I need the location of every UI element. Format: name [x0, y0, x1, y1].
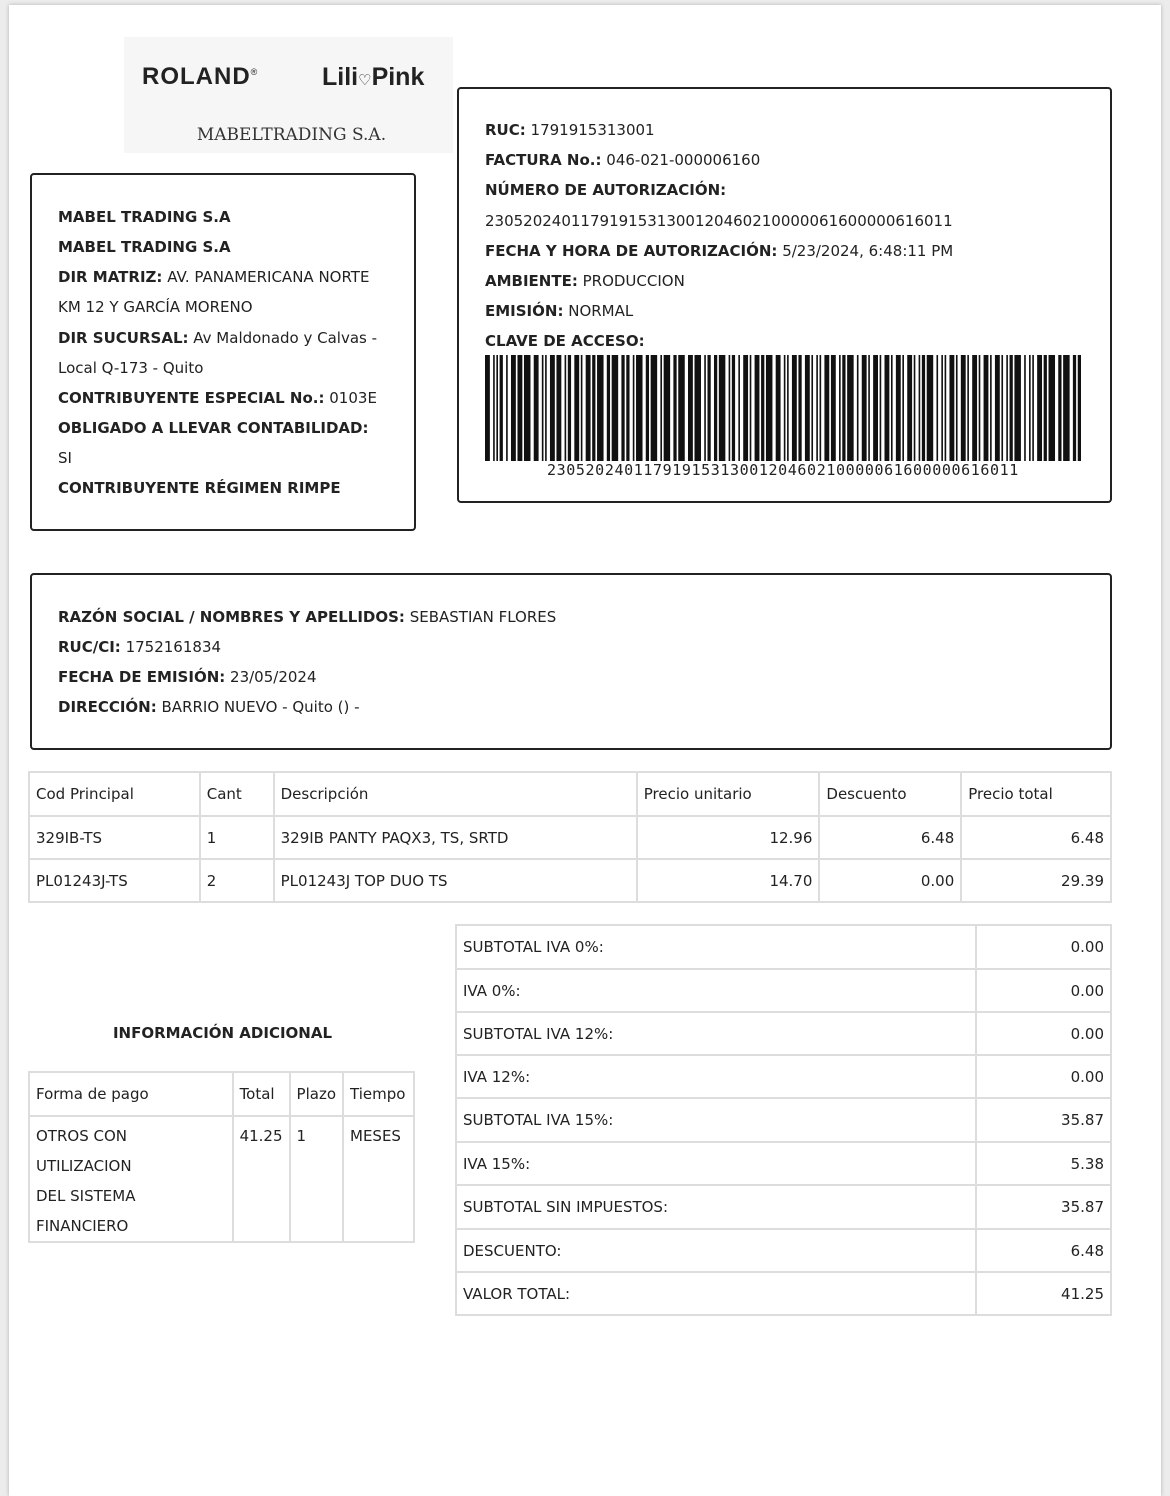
- barcode-bar: [1049, 355, 1056, 461]
- barcode-bar: [556, 355, 561, 461]
- barcode-bar: [766, 355, 773, 461]
- forma-pago-line-2: DEL SISTEMA: [36, 1187, 136, 1205]
- header-descuento: Descuento: [819, 772, 961, 816]
- total-value: 6.48: [976, 1229, 1111, 1272]
- items-table: [28, 771, 1112, 903]
- item-descuento: 0.00: [819, 859, 961, 902]
- barcode-bar: [990, 355, 992, 461]
- item-descuento: 6.48: [819, 816, 961, 859]
- issuer-box: [30, 173, 416, 531]
- item-precio-unitario: 14.70: [637, 859, 820, 902]
- emision: EMISIÓN: NORMAL: [485, 302, 634, 320]
- ambiente: AMBIENTE: PRODUCCION: [485, 272, 685, 290]
- item-precio-unitario: 12.96: [637, 816, 820, 859]
- barcode-number: 2305202401179191531300120460210000061600000616011: [547, 461, 1019, 479]
- barcode-bar: [831, 355, 836, 461]
- barcode-bar: [550, 355, 555, 461]
- barcode-bar: [811, 355, 813, 461]
- obligado-value: SI: [58, 449, 72, 467]
- pink-text: Pink: [371, 63, 425, 91]
- dir-sucursal-2: Local Q-173 - Quito: [58, 359, 204, 377]
- barcode-bar: [941, 355, 943, 461]
- totals-table: [455, 924, 1112, 1316]
- barcode-bar: [542, 355, 544, 461]
- total-value: 0.00: [976, 1012, 1111, 1055]
- factura-number: FACTURA No.: 046-021-000006160: [485, 151, 761, 169]
- barcode-bar: [1073, 355, 1076, 461]
- total-value: 0.00: [976, 925, 1111, 969]
- barcode-bar: [738, 355, 740, 461]
- total-value: 5.38: [976, 1142, 1111, 1185]
- barcode-bar: [545, 355, 547, 461]
- barcode-bar: [1063, 355, 1070, 461]
- total-label: VALOR TOTAL:: [456, 1272, 976, 1315]
- barcode-bar: [857, 355, 859, 461]
- barcode-bar: [927, 355, 934, 461]
- barcode-bar: [1032, 355, 1034, 461]
- barcode-bar: [646, 355, 649, 461]
- barcode-bar: [707, 355, 710, 461]
- table-row: [29, 816, 1111, 859]
- barcode-bar: [493, 355, 495, 461]
- barcode-bar: [586, 355, 591, 461]
- total-row-valor-total: [456, 1272, 1111, 1315]
- info-adicional-title: INFORMACIÓN ADICIONAL: [112, 1024, 333, 1042]
- barcode-bar: [798, 355, 801, 461]
- barcode-bar: [719, 355, 726, 461]
- barcode-bar: [651, 355, 658, 461]
- total-label: IVA 12%:: [456, 1055, 976, 1098]
- total-row-iva-15: [456, 1142, 1111, 1185]
- item-precio-total: 29.39: [961, 859, 1111, 902]
- barcode-bar: [956, 355, 958, 461]
- barcode-bar: [626, 355, 629, 461]
- barcode-bar: [597, 355, 604, 461]
- barcode-bar: [972, 355, 977, 461]
- fecha-emision: FECHA DE EMISIÓN: 23/05/2024: [58, 668, 317, 686]
- item-cant: 1: [200, 816, 274, 859]
- lilipink-logo: [322, 63, 424, 92]
- barcode-bar: [907, 355, 912, 461]
- pago-plazo: 1: [290, 1116, 343, 1242]
- total-label: SUBTOTAL IVA 15%:: [456, 1098, 976, 1142]
- barcode-bar: [1058, 355, 1061, 461]
- barcode-bar: [729, 355, 731, 461]
- barcode-bar: [517, 355, 522, 461]
- table-row: [29, 1116, 414, 1242]
- direccion: DIRECCIÓN: BARRIO NUEVO - Quito () -: [58, 698, 360, 716]
- total-label: IVA 0%:: [456, 969, 976, 1012]
- barcode-bar: [945, 355, 947, 461]
- barcode-bar: [511, 355, 516, 461]
- heart-icon: ♡: [358, 72, 372, 89]
- barcode-bar: [660, 355, 662, 461]
- barcode-bar: [581, 355, 583, 461]
- dir-matriz-2: KM 12 Y GARCÍA MORENO: [58, 298, 253, 316]
- barcode-bar: [880, 355, 882, 461]
- barcode-bar: [792, 355, 797, 461]
- total-row-subtotal-sin-impuestos: [456, 1185, 1111, 1229]
- barcode-bar: [636, 355, 643, 461]
- fecha-autorizacion: FECHA Y HORA DE AUTORIZACIÓN: 5/23/2024, 6:48:11 PM: [485, 242, 954, 260]
- barcode-bar: [1014, 355, 1021, 461]
- barcode-bar: [1037, 355, 1042, 461]
- pago-total: 41.25: [233, 1116, 290, 1242]
- lili-text: Lili: [322, 63, 359, 91]
- obligado-contabilidad: OBLIGADO A LLEVAR CONTABILIDAD:: [58, 419, 369, 437]
- roland-logo: [142, 63, 258, 91]
- barcode-bar: [824, 355, 829, 461]
- barcode-bar: [805, 355, 810, 461]
- total-value: 35.87: [976, 1185, 1111, 1229]
- total-row-iva-12: [456, 1055, 1111, 1098]
- barcode-bar: [891, 355, 893, 461]
- barcode-bar: [506, 355, 508, 461]
- barcode-bar: [862, 355, 867, 461]
- barcode-icon: [485, 355, 1081, 461]
- barcode-bar: [732, 355, 735, 461]
- barcode-bar: [847, 355, 854, 461]
- barcode-bar: [967, 355, 969, 461]
- item-descripcion: 329IB PANTY PAQX3, TS, SRTD: [274, 816, 637, 859]
- barcode-bar: [565, 355, 567, 461]
- barcode-bar: [839, 355, 841, 461]
- barcode-bar: [688, 355, 693, 461]
- payment-table: [28, 1071, 415, 1243]
- barcode-bar: [820, 355, 822, 461]
- header-total: Total: [233, 1072, 290, 1116]
- registered-mark: ®: [250, 67, 259, 77]
- total-value: 41.25: [976, 1272, 1111, 1315]
- header-cod: Cod Principal: [29, 772, 200, 816]
- barcode-bar: [1078, 355, 1081, 461]
- barcode-bar: [919, 355, 921, 461]
- total-row-subtotal-iva-0: [456, 925, 1111, 969]
- barcode-bar: [524, 355, 531, 461]
- barcode-bar: [914, 355, 916, 461]
- barcode-bar: [1024, 355, 1026, 461]
- barcode-bar: [678, 355, 685, 461]
- contribuyente-especial: CONTRIBUYENTE ESPECIAL No.: 0103E: [58, 389, 377, 407]
- razon-social: RAZÓN SOCIAL / NOMBRES Y APELLIDOS: SEBASTIAN FLORES: [58, 608, 557, 626]
- rimpe-label: CONTRIBUYENTE RÉGIMEN RIMPE: [58, 479, 341, 497]
- barcode-bar: [714, 355, 717, 461]
- total-label: SUBTOTAL IVA 12%:: [456, 1012, 976, 1055]
- autorizacion-label: NÚMERO DE AUTORIZACIÓN:: [485, 181, 727, 199]
- barcode-bar: [612, 355, 619, 461]
- item-descripcion: PL01243J TOP DUO TS: [274, 859, 637, 902]
- ruc-ci: RUC/CI: 1752161834: [58, 638, 222, 656]
- barcode-bar: [816, 355, 818, 461]
- header-forma-pago: Forma de pago: [29, 1072, 233, 1116]
- header-cant: Cant: [200, 772, 274, 816]
- barcode-bar: [621, 355, 624, 461]
- barcode-bar: [755, 355, 760, 461]
- forma-pago-line-3: FINANCIERO: [36, 1217, 129, 1235]
- barcode-bar: [1010, 355, 1013, 461]
- total-label: DESCUENTO:: [456, 1229, 976, 1272]
- barcode-bar: [500, 355, 503, 461]
- barcode-bar: [673, 355, 676, 461]
- total-label: SUBTOTAL IVA 0%:: [456, 925, 976, 969]
- total-label: IVA 15%:: [456, 1142, 976, 1185]
- barcode-bar: [949, 355, 954, 461]
- payment-header-row: [29, 1072, 414, 1116]
- barcode-bar: [995, 355, 1000, 461]
- barcode-bar: [761, 355, 764, 461]
- barcode-bar: [592, 355, 595, 461]
- barcode-bar: [1001, 355, 1003, 461]
- dir-sucursal: DIR SUCURSAL: Av Maldonado y Calvas -: [58, 329, 378, 347]
- item-cod: PL01243J-TS: [29, 859, 200, 902]
- total-row-iva-0: [456, 969, 1111, 1012]
- mabeltrading-text: MABELTRADING S.A.: [196, 125, 387, 145]
- barcode-bar: [1029, 355, 1031, 461]
- barcode-bar: [979, 355, 981, 461]
- autorizacion-number: 2305202401179191531300120460210000061600000616011: [485, 212, 953, 230]
- header-precio-unitario: Precio unitario: [637, 772, 820, 816]
- total-value: 35.87: [976, 1098, 1111, 1142]
- barcode-bar: [984, 355, 989, 461]
- total-value: 0.00: [976, 969, 1111, 1012]
- barcode-bar: [1044, 355, 1047, 461]
- header-tiempo: Tiempo: [343, 1072, 414, 1116]
- item-precio-total: 6.48: [961, 816, 1111, 859]
- header-plazo: Plazo: [290, 1072, 343, 1116]
- barcode-bar: [607, 355, 610, 461]
- barcode-bar: [936, 355, 938, 461]
- header-descripcion: Descripción: [274, 772, 637, 816]
- item-cod: 329IB-TS: [29, 816, 200, 859]
- total-row-descuento: [456, 1229, 1111, 1272]
- barcode-bar: [568, 355, 571, 461]
- barcode-bar: [961, 355, 966, 461]
- barcode-bar: [902, 355, 904, 461]
- barcode-bar: [574, 355, 579, 461]
- total-row-subtotal-iva-12: [456, 1012, 1111, 1055]
- company-logo: [124, 37, 453, 153]
- issuer-name-1: MABEL TRADING S.A: [58, 208, 231, 226]
- barcode-bar: [633, 355, 635, 461]
- ruc: RUC: 1791915313001: [485, 121, 655, 139]
- forma-pago: [29, 1116, 233, 1242]
- barcode-bar: [485, 355, 490, 461]
- issuer-name-2: MABEL TRADING S.A: [58, 238, 231, 256]
- barcode-bar: [694, 355, 701, 461]
- clave-acceso-label: CLAVE DE ACCESO:: [485, 332, 645, 350]
- header-precio-total: Precio total: [961, 772, 1111, 816]
- barcode-bar: [534, 355, 539, 461]
- roland-text: ROLAND: [142, 63, 251, 90]
- total-label: SUBTOTAL SIN IMPUESTOS:: [456, 1185, 976, 1229]
- customer-box: [30, 573, 1112, 750]
- barcode-bar: [842, 355, 845, 461]
- dir-matriz: DIR MATRIZ: AV. PANAMERICANA NORTE: [58, 268, 370, 286]
- barcode-bar: [868, 355, 870, 461]
- barcode-bar: [885, 355, 890, 461]
- barcode-bar: [873, 355, 878, 461]
- total-row-subtotal-iva-15: [456, 1098, 1111, 1142]
- table-row: [29, 859, 1111, 902]
- barcode-bar: [664, 355, 671, 461]
- barcode-bar: [496, 355, 498, 461]
- barcode-bar: [704, 355, 706, 461]
- barcode-bar: [750, 355, 752, 461]
- barcode-bar: [922, 355, 925, 461]
- barcode-bar: [776, 355, 781, 461]
- forma-pago-line-1: OTROS CON UTILIZACION: [36, 1127, 132, 1175]
- item-cant: 2: [200, 859, 274, 902]
- total-value: 0.00: [976, 1055, 1111, 1098]
- barcode-bar: [787, 355, 789, 461]
- barcode-bar: [1006, 355, 1008, 461]
- barcode-bar: [784, 355, 786, 461]
- barcode-bar: [743, 355, 748, 461]
- items-header-row: [29, 772, 1111, 816]
- pago-tiempo: MESES: [343, 1116, 414, 1242]
- barcode-bar: [896, 355, 901, 461]
